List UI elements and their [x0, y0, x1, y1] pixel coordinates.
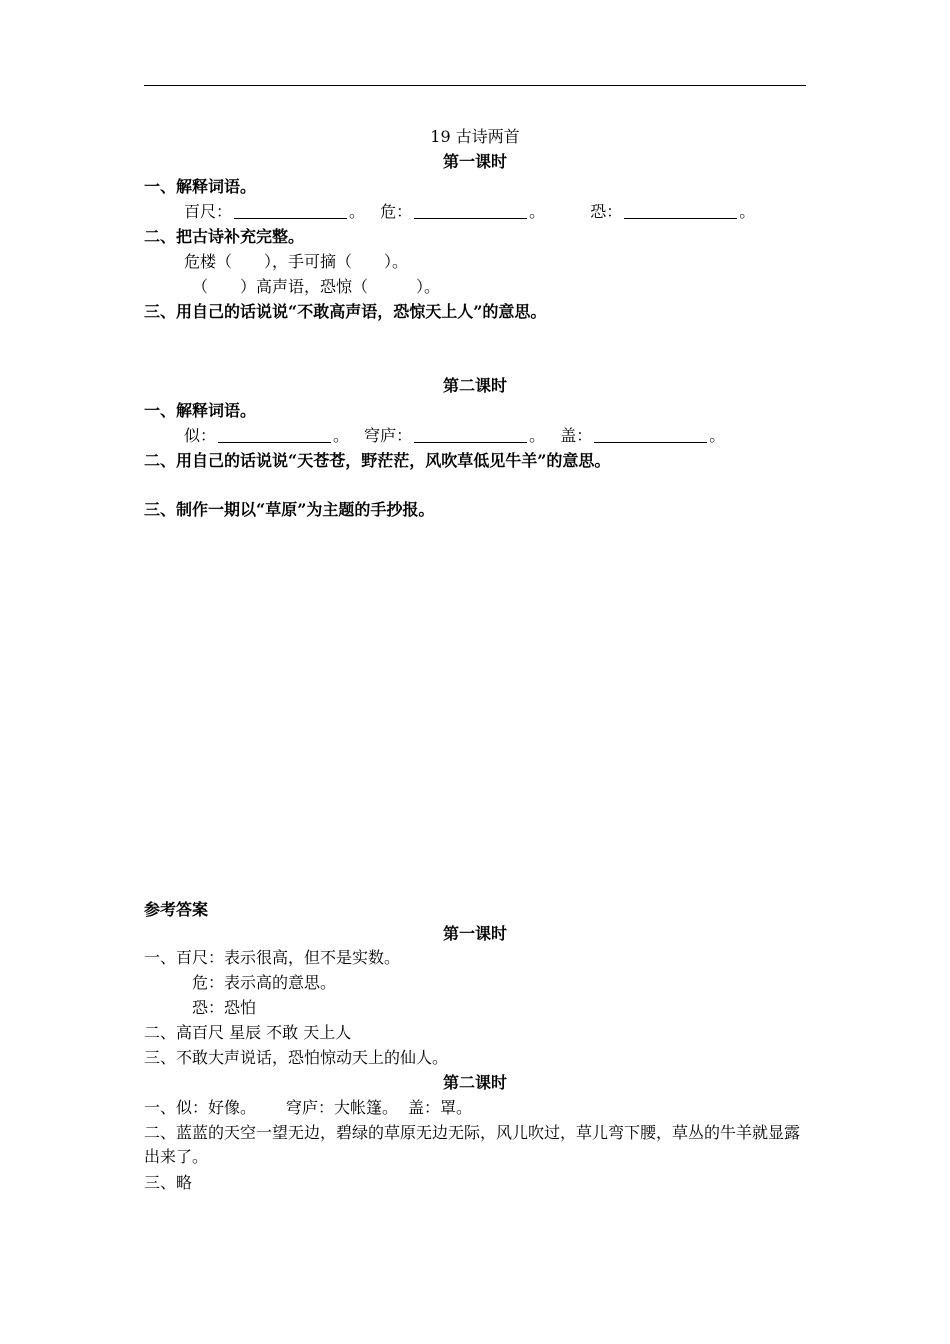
answer-blank[interactable] — [414, 426, 527, 443]
answer-blank[interactable] — [624, 202, 737, 219]
answer-2: 二、高百尺 星辰 不敢 天上人 — [144, 1023, 352, 1042]
answer2-3: 三、略 — [144, 1173, 193, 1192]
header-rule — [144, 85, 806, 86]
document-title: 19 古诗两首 — [430, 127, 520, 146]
lesson1-q1-label: 一、解释词语。 — [144, 177, 257, 196]
period: 。 — [529, 426, 546, 445]
answer2-1-part-3: 盖：罩。 — [408, 1098, 473, 1117]
period: 。 — [349, 202, 366, 221]
answer2-2: 二、蓝蓝的天空一望无边，碧绿的草原无边无际，风儿吹过，草儿弯下腰，草丛的牛羊就显露出来了。 — [144, 1123, 801, 1166]
answer2-1 — [144, 1096, 806, 1120]
word-label: 百尺： — [184, 202, 233, 221]
answer2-1-part-1: 一、似：好像。 — [144, 1098, 257, 1117]
answer-1-line-2: 危：表示高的意思。 — [192, 973, 337, 992]
lesson2-q2-label: 二、用自己的话说说“天苍苍，野茫茫，风吹草低见牛羊”的意思。 — [144, 451, 611, 470]
period: 。 — [529, 202, 546, 221]
word-label: 危： — [380, 202, 413, 221]
lesson1-heading: 第一课时 — [442, 152, 507, 171]
period: 。 — [739, 202, 756, 221]
answer-1-line-3: 恐：恐怕 — [192, 998, 257, 1017]
answer-blank[interactable] — [594, 426, 707, 443]
lesson2-q1-items — [144, 424, 806, 448]
answers-lesson1-heading: 第一课时 — [442, 924, 507, 943]
answers-heading: 参考答案 — [144, 900, 209, 919]
answer-blank[interactable] — [234, 202, 347, 219]
lesson1-q2-label: 二、把古诗补充完整。 — [144, 227, 305, 246]
word-label: 盖： — [560, 426, 593, 445]
lesson2-heading: 第二课时 — [442, 376, 507, 395]
word-label: 恐： — [590, 202, 623, 221]
word-label: 似： — [184, 426, 217, 445]
poem-line-2: （ ）高声语，恐惊（ ）。 — [192, 277, 441, 296]
period: 。 — [709, 426, 726, 445]
answers-lesson2-heading: 第二课时 — [442, 1073, 507, 1092]
answer-3: 三、不敢大声说话，恐怕惊动天上的仙人。 — [144, 1048, 449, 1067]
answer-1-line-1: 一、百尺：表示很高，但不是实数。 — [144, 948, 401, 967]
answer-blank[interactable] — [218, 426, 331, 443]
answer2-1-part-2: 穹庐：大帐篷。 — [286, 1098, 399, 1117]
period: 。 — [333, 426, 350, 445]
lesson1-q1-items — [144, 200, 806, 224]
lesson2-q1-label: 一、解释词语。 — [144, 401, 257, 420]
word-label: 穹庐： — [364, 426, 413, 445]
lesson2-q3-label: 三、制作一期以“草原”为主题的手抄报。 — [144, 500, 435, 519]
lesson1-q3-label: 三、用自己的话说说“不敢高声语，恐惊天上人”的意思。 — [144, 302, 547, 321]
answer-blank[interactable] — [414, 202, 527, 219]
poem-line-1: 危楼（ ），手可摘（ ）。 — [184, 252, 409, 271]
